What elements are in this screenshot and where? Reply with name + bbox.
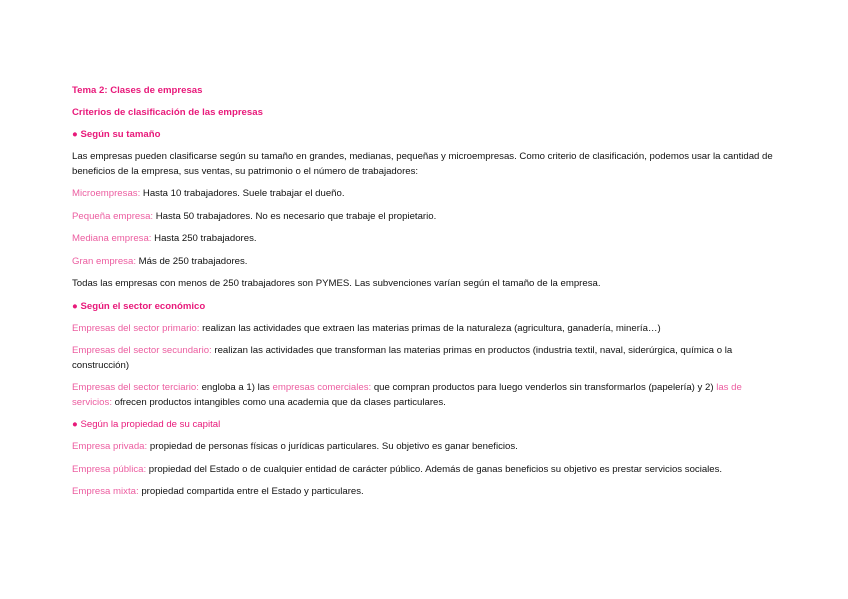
bullet-icon: ●	[72, 129, 78, 140]
term-label: Empresas del sector primario:	[72, 322, 200, 334]
term-text: Hasta 10 trabajadores. Suele trabajar el dueño.	[140, 188, 345, 199]
document-title: Tema 2: Clases de empresas	[72, 85, 203, 96]
ownership-mixed	[72, 485, 782, 500]
term-label: Empresas del sector secundario:	[72, 345, 212, 356]
term-label: Empresa mixta:	[72, 486, 139, 497]
term-text: Hasta 250 trabajadores.	[151, 233, 257, 244]
term-label: Pequeña empresa:	[72, 210, 154, 222]
section-heading-ownership	[72, 418, 782, 432]
section-heading-sector-label: Según el sector económico	[80, 300, 206, 312]
size-item-large	[72, 255, 782, 270]
term-text: propiedad de personas físicas o jurídicas particulares. Su objetivo es ganar beneficios.	[147, 441, 518, 452]
term-label: empresas comerciales:	[272, 382, 372, 393]
term-label: Mediana empresa:	[72, 233, 152, 244]
bullet-icon: ●	[72, 300, 78, 312]
term-label: las de servicios:	[72, 382, 742, 408]
term-text: realizan las actividades que transforman las materias primas en productos (industria textil, naval, siderúrgica, química o la construcción)	[72, 345, 733, 371]
ownership-private	[72, 440, 782, 455]
term-label: Empresas del sector terciario:	[72, 382, 199, 393]
bullet-icon: ●	[72, 419, 78, 430]
term-text: Más de 250 trabajadores.	[136, 255, 248, 267]
document-page	[72, 84, 782, 508]
term-text: propiedad del Estado o de cualquier entidad de carácter público. Además de ganas beneficios su objetivo es prestar servicios sociales.	[146, 463, 723, 475]
section-heading-size-label: Según su tamaño	[80, 129, 161, 140]
term-text: ofrecen productos intangibles como una academia que da clases particulares.	[111, 396, 446, 408]
term-text: propiedad compartida entre el Estado y particulares.	[138, 486, 364, 497]
term-label: Microempresas:	[72, 188, 141, 199]
document-subtitle: Criterios de clasificación de las empresas	[72, 107, 263, 118]
section-heading-ownership-label: Según la propiedad de su capital	[80, 419, 221, 430]
term-label: Gran empresa:	[72, 255, 136, 267]
sector-primary	[72, 322, 782, 337]
term-label: Empresa pública:	[72, 463, 147, 475]
term-text: que compran productos para luego venderlos sin transformarlos (papelería) y 2)	[371, 382, 717, 393]
size-item-micro	[72, 187, 782, 202]
size-item-small	[72, 210, 782, 225]
term-text: realizan las actividades que extraen las materias primas de la naturaleza (agricultura, ganadería, minería…)	[199, 322, 661, 334]
term-text: engloba a 1) las	[198, 382, 273, 393]
sector-tertiary	[72, 381, 782, 410]
sector-secondary	[72, 344, 782, 373]
size-note: Todas las empresas con menos de 250 trabajadores son PYMES. Las subvenciones varían según el tamaño de la empresa.	[72, 278, 601, 289]
ownership-public	[72, 463, 782, 478]
term-text: Hasta 50 trabajadores. No es necesario que trabaje el propietario.	[153, 210, 437, 222]
term-label: Empresa privada:	[72, 441, 148, 452]
section-heading-sector	[72, 300, 782, 314]
size-intro: Las empresas pueden clasificarse según su tamaño en grandes, medianas, pequeñas y microempresas. Como criterio de clasificación, podemos usar la cantidad de beneficios de la empresa, sus ventas, su patrimonio o el número de trabajadores:	[72, 151, 773, 177]
size-item-medium	[72, 232, 782, 247]
section-heading-size	[72, 128, 782, 142]
